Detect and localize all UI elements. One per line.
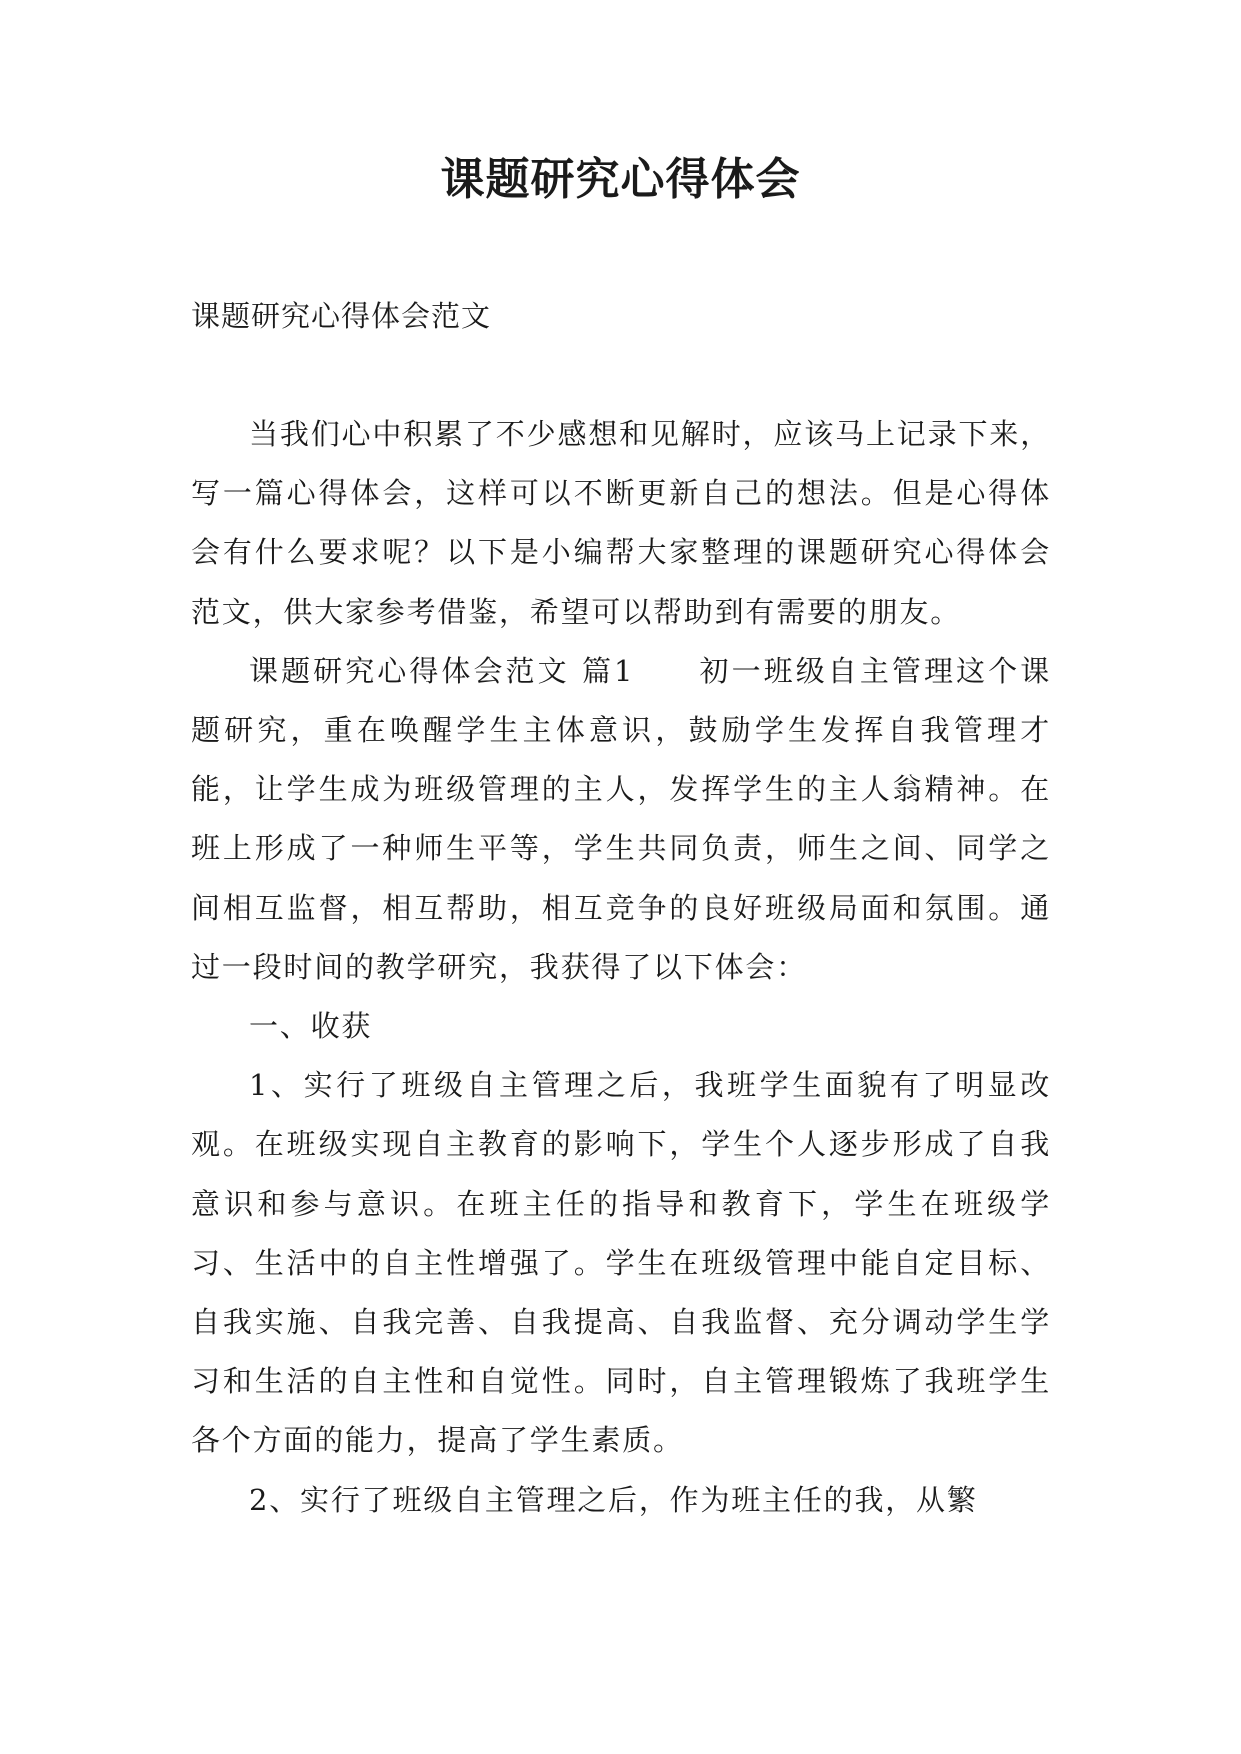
harvest-heading: 一、收获 <box>249 1009 373 1044</box>
document-subtitle: 课题研究心得体会范文 <box>191 299 492 333</box>
intro-paragraph: 当我们心中积累了不少感想和见解时，应该马上记录下来，写一篇心得体会，这样可以不断更新自己的想法。但是心得体会有什么要求呢？以下是小编帮大家整理的课题研究心得体会范文，供大家参考借鉴，希望可以帮助到有需要的朋友。 <box>191 417 1051 629</box>
section1-text: 初一班级自主管理这个课题研究，重在唤醒学生主体意识，鼓励学生发挥自我管理才能，让学生成为班级管理的主人，发挥学生的主人翁精神。在班上形成了一种师生平等，学生共同负责，师生之间、同学之间相互监督，相互帮助，相互竞争的良好班级局面和氛围。通过一段时间的教学研究，我获得了以下体会： <box>191 653 1051 984</box>
section1-paragraph <box>191 642 1051 997</box>
point2-paragraph: 2、实行了班级自主管理之后，作为班主任的我，从繁 <box>249 1482 978 1517</box>
document-body <box>191 405 1051 1530</box>
point1-paragraph: 1、实行了班级自主管理之后，我班学生面貌有了明显改观。在班级实现自主教育的影响下，学生个人逐步形成了自我意识和参与意识。在班主任的指导和教育下，学生在班级学习、生活中的自主性增强了。学生在班级管理中能自定目标、自我实施、自我完善、自我提高、自我监督、充分调动学生学习和生活的自主性和自觉性。同时，自主管理锻炼了我班学生各个方面的能力，提高了学生素质。 <box>191 1068 1051 1458</box>
document-title: 课题研究心得体会 <box>440 154 801 205</box>
section1-heading: 课题研究心得体会范文 篇1 <box>249 653 635 688</box>
